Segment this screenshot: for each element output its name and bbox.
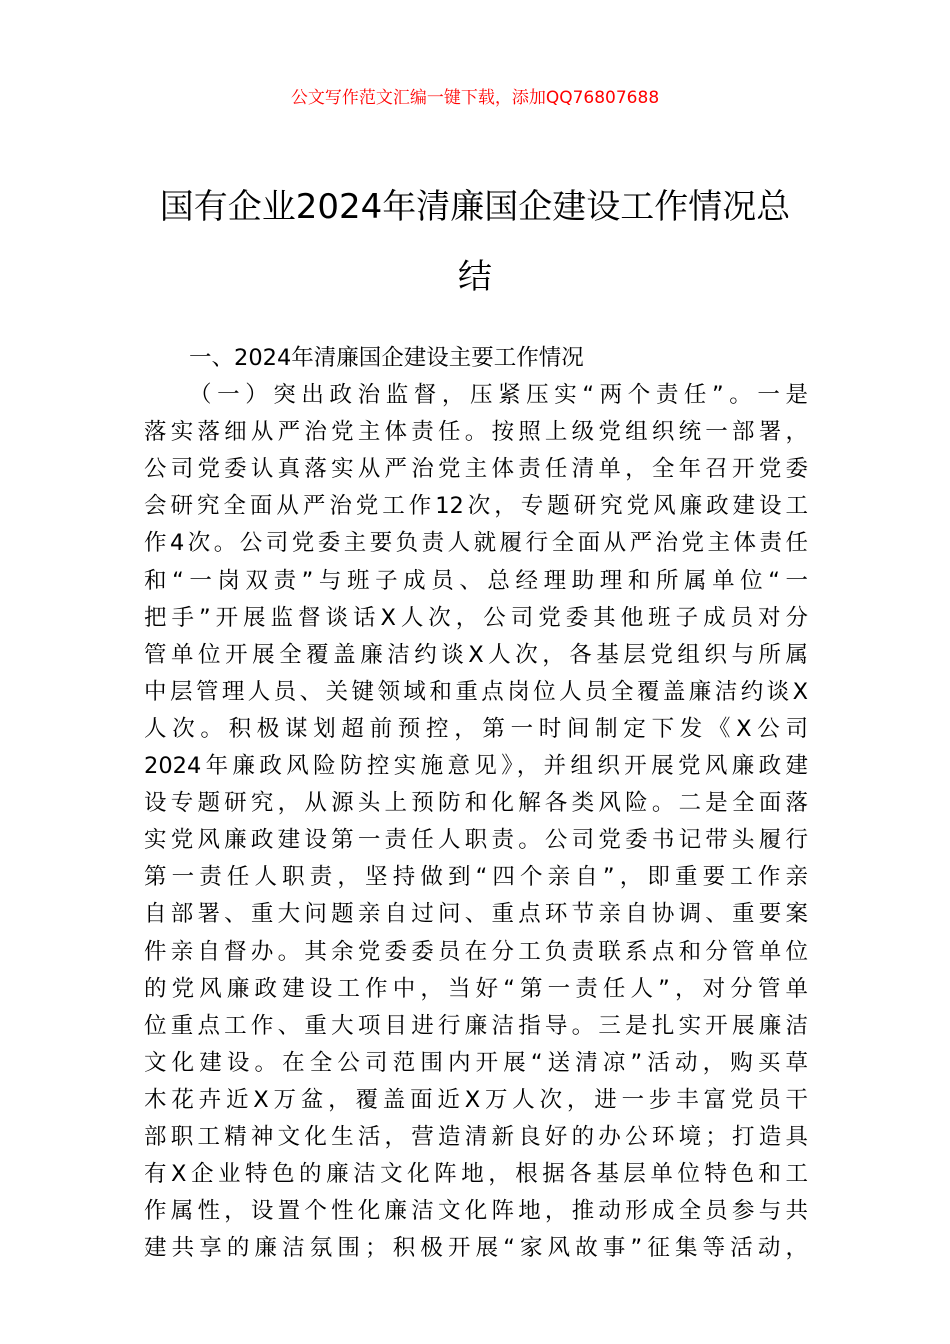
body-line: 管单位开展全覆盖廉洁约谈X人次，各基层党组织与所属 — [144, 641, 808, 668]
body-line: 实党风廉政建设第一责任人职责。公司党委书记带头履行 — [144, 827, 808, 854]
title-line-1: 国有企业2024年清廉国企建设工作情况总 — [159, 187, 791, 227]
body-line: 有X企业特色的廉洁文化阵地，根据各基层单位特色和工 — [144, 1161, 808, 1188]
document-title — [140, 172, 810, 312]
document-body — [144, 340, 808, 1267]
body-line: 建共享的廉洁氛围；积极开展“家风故事”征集等活动， — [144, 1235, 808, 1262]
body-line: 木花卉近X万盆，覆盖面近X万人次，进一步丰富党员干 — [144, 1086, 808, 1113]
header-download-note: 公文写作范文汇编一键下载，添加QQ76807688 — [290, 88, 660, 108]
body-line: 人次。积极谋划超前预控，第一时间制定下发《X公司 — [144, 715, 808, 742]
body-line: （一）突出政治监督，压紧压实“两个责任”。一是 — [189, 382, 808, 409]
body-line: 部职工精神文化生活，营造清新良好的办公环境；打造具 — [144, 1123, 808, 1150]
body-line: 自部署、重大问题亲自过问、重点环节亲自协调、重要案 — [144, 901, 808, 928]
body-line: 设专题研究，从源头上预防和化解各类风险。二是全面落 — [144, 790, 808, 817]
body-line: 2024年廉政风险防控实施意见》，并组织开展党风廉政建 — [144, 753, 808, 780]
body-line: 作4次。公司党委主要负责人就履行全面从严治党主体责任 — [144, 530, 808, 557]
body-line: 公司党委认真落实从严治党主体责任清单，全年召开党委 — [144, 456, 808, 483]
body-line: 把手”开展监督谈话X人次，公司党委其他班子成员对分 — [144, 604, 808, 631]
body-line: 件亲自督办。其余党委委员在分工负责联系点和分管单位 — [144, 938, 808, 965]
body-line: 和“一岗双责”与班子成员、总经理助理和所属单位“一 — [144, 567, 808, 594]
body-line: 中层管理人员、关键领域和重点岗位人员全覆盖廉洁约谈X — [144, 678, 808, 705]
body-line: 作属性，设置个性化廉洁文化阵地，推动形成全员参与共 — [144, 1198, 808, 1225]
body-line: 会研究全面从严治党工作12次，专题研究党风廉政建设工 — [144, 493, 808, 520]
body-line: 文化建设。在全公司范围内开展“送清凉”活动，购买草 — [144, 1049, 808, 1076]
section-heading: 一、2024年清廉国企建设主要工作情况 — [189, 345, 584, 371]
title-line-2: 结 — [458, 257, 492, 297]
body-line: 第一责任人职责，坚持做到“四个亲自”，即重要工作亲 — [144, 864, 808, 891]
body-line: 落实落细从严治党主体责任。按照上级党组织统一部署， — [144, 419, 808, 446]
body-line: 位重点工作、重大项目进行廉洁指导。三是扎实开展廉洁 — [144, 1012, 808, 1039]
body-line: 的党风廉政建设工作中，当好“第一责任人”，对分管单 — [144, 975, 808, 1002]
